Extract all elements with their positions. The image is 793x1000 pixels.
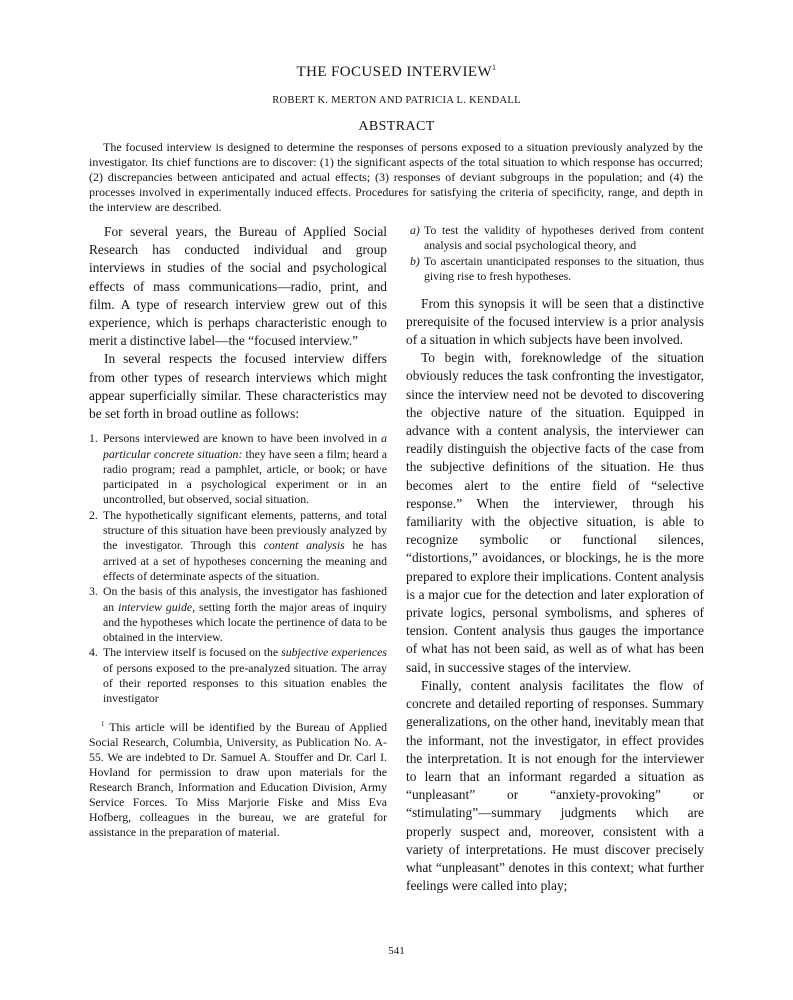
list-item-text: The interview itself is focused on the [103,645,282,660]
list-item [89,431,387,507]
body-paragraph: To begin with, foreknowledge of the situation obviously reduces the task confronting the investigator, since the interview need not be devoted to discovering the objective nature of the situation. Equipped in advance with a content analysis, the interviewer can readily distinguish the objective facts of the case from the subjective definitions of the situation. He thus becomes alert to the entire field of “selective response.” When the interviewer, through his familiarity with the objective situation, is able to recognize symbolic or functional silences, “distortions,” avoidances, or blockings, he is the more prepared to explore their implications. Content analysis is a major cue for the detection and later exploration of private logics, personal symbolisms, and spheres of tension. Content analysis thus gauges the importance of what has not been said, as well as of what has been said, in successive stages of the interview. [406,350,704,675]
list-item-text: of persons exposed to the pre-analyzed situation. The array of their reported responses to this situation enables the investigator [103,660,387,706]
list-item-letter: b) [410,253,420,268]
article-title [0,63,793,81]
list-item-emphasis: a particular concrete situation: [103,431,387,461]
abstract-heading: ABSTRACT [358,119,435,134]
aims-list [406,223,704,285]
abstract-text: The focused interview is designed to determine the responses of persons exposed to a situation previously analyzed by the investigator. Its chief functions are to discover: (1) the significant aspects of the total situation to which response has occurred; (2) discrepancies between anticipated and actual effects; (3) responses of deviant subgroups in the population; and (4) the processes involved in experimentally induced effects. Procedures for satisfying the criteria of specificity, range, and depth in the interview are described. [89,140,703,214]
author-line: ROBERT K. MERTON AND PATRICIA L. KENDALL [272,95,521,106]
spacer [406,285,704,295]
list-item [406,254,704,285]
list-item-emphasis: content analysis [263,538,345,553]
left-column [89,223,387,840]
list-item-number: 3. [89,584,98,599]
footnote-mark: 1 [101,719,105,728]
title-footnote-mark: 1 [492,63,497,72]
list-item-text: On the basis of this analysis, the investigator has fashioned an [103,584,387,614]
list-item-number: 2. [89,507,98,522]
right-column [406,223,704,895]
list-item-text: setting forth the major areas of inquiry and the hypotheses which locate the pertinence of data to be obtained in the interview. [103,599,387,645]
body-paragraph: In several respects the focused interview differs from other types of research interviews which might appear superficially similar. These characteristics may be set forth in broad outline as follows: [89,351,387,422]
list-item-emphasis: subjective experiences [281,645,387,660]
list-item-text: Persons interviewed are known to have been involved in [103,431,382,446]
body-paragraph: Finally, content analysis facilitates the flow of concrete and detailed reporting of responses. Summary generalizations, on the other hand, inevitably mean that the informant, not the investigator, in effect provides the interpretation. It is not enough for the interviewer to learn that an informant regarded a situation as “unpleasant” or “anxiety-provoking” or “stimulating”—summary judgments which are properly suspect and, moreover, consistent with a variety of interpretations. He must discover precisely what “unpleasant” denotes in this context; what further feelings were called into play; [406,677,704,894]
article-title-text: THE FOCUSED INTERVIEW [296,64,493,80]
list-item-number: 1. [89,431,98,446]
list-item-number: 4. [89,645,98,660]
list-item [406,223,704,254]
characteristics-list [89,431,387,706]
list-item-text: To test the validity of hypotheses derived from content analysis and social psychological theory, and [424,223,704,253]
list-item-emphasis: interview guide, [118,599,196,614]
list-item-text: To ascertain unanticipated responses to the situation, thus giving rise to fresh hypotheses. [424,253,704,284]
list-item [89,645,387,706]
page-number: 541 [388,945,405,957]
footnote [89,717,387,841]
body-paragraph: For several years, the Bureau of Applied Social Research has conducted individual and group interviews in studies of the social and psychological effects of mass communications—radio, print, and film. A type of research interview grew out of this experience, which is perhaps characteristic enough to merit a distinctive label—the “focused interview.” [89,224,387,349]
list-item [89,584,387,645]
body-paragraph: From this synopsis it will be seen that a distinctive prerequisite of the focused interview is a prior analysis of a situation in which subjects have been involved. [406,295,704,348]
list-item-text: The hypothetically significant elements, patterns, and total structure of this situation have been previously analyzed by the investigator. Through this [103,507,387,553]
list-item-text: he has arrived at a set of hypotheses concerning the meaning and effects of determinate aspects of the situation. [103,538,387,583]
footnote-text: This article will be identified by the Bureau of Applied Social Research, Columbia, University, as Publication No. A-55. We are indebted to Dr. Samuel A. Stouffer and Dr. Carl I. Hovland for permission to draw upon materials for the Research Branch, Information and Education Division, Army Service Forces. To Miss Marjorie Fiske and Miss Eva Hofberg, colleagues in the bureau, we are grateful for assistance in the preparation of material. [89,719,387,840]
list-item-text: they have seen a film; heard a radio program; read a pamphlet, article, or book; or have participated in a psychological experiment or in an uncontrolled, but observed, social situation. [103,446,387,507]
list-item [89,508,387,584]
list-item-letter: a) [410,223,420,237]
